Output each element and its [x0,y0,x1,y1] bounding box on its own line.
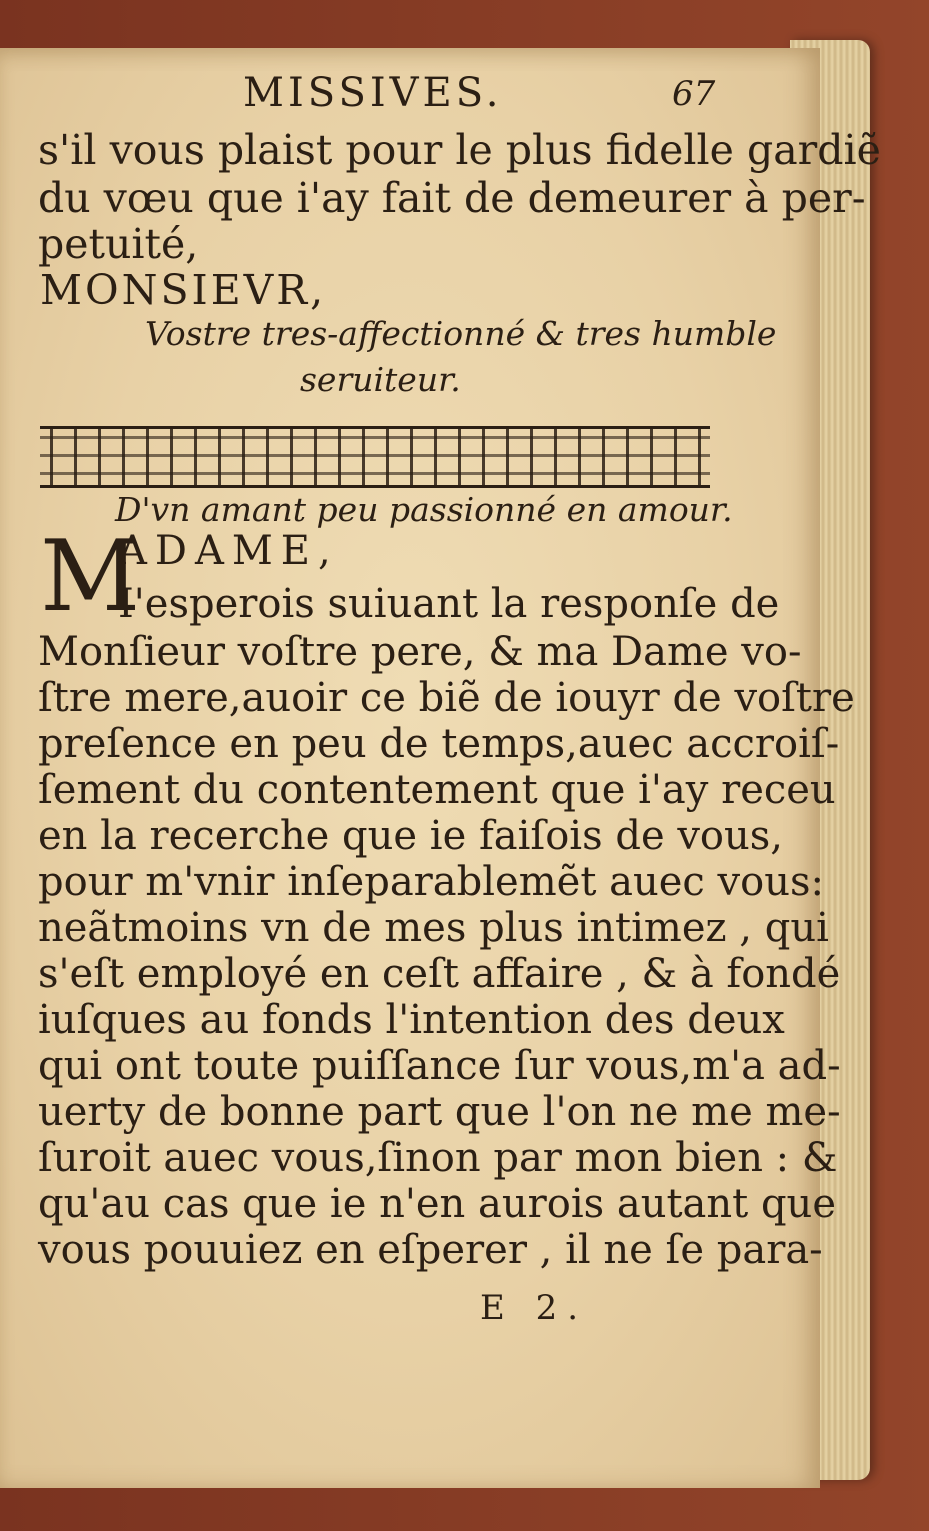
signature-mark: E 2. [480,1288,589,1328]
text-line: ſement du contentement que i'ay receu [38,767,836,813]
text-line: uerty de bonne part que l'on ne me me- [38,1089,841,1135]
drop-cap: M [40,520,141,634]
closing-line: seruiteur. [300,360,461,399]
text-line: qu'au cas que ie n'en aurois autant que [38,1181,836,1227]
text-line: s'eſt employé en ceſt affaire , & à fondé [38,951,841,997]
letter-title: D'vn amant peu passionné en amour. [115,490,733,529]
text-line: ſtre mere,auoir ce biẽ de iouyr de voſtre [38,675,855,721]
text-line: pour m'vnir inſeparablemẽt auec vous: [38,859,824,905]
text-line: petuité, [38,220,199,268]
text-line: preſence en peu de temps,auec accroiſ- [38,721,840,767]
text-line: s'il vous plaist pour le plus fidelle gardiẽ [38,126,881,174]
text-line: qui ont toute puiſſance ſur vous,m'a ad- [38,1043,841,1089]
running-head: MISSIVES. [243,70,503,116]
salutation-monsieur: MONSIEVR, [40,266,327,314]
book-page [0,48,881,1488]
closing-line: Vostre tres-affectionné & tres humble [145,314,777,353]
page-number: 67 [672,74,716,114]
text-line: vous pouuiez en eſperer , il ne ſe para- [38,1227,823,1273]
ornamental-band [40,426,710,488]
text-line: en la recerche que ie faiſois de vous, [38,813,784,859]
text-line: du vœu que i'ay fait de demeurer à per- [38,174,866,222]
page-header [0,70,760,120]
text-line: Monſieur voſtre pere, & ma Dame vo- [38,629,802,675]
text-line: iuſques au fonds l'intention des deux [38,997,785,1043]
text-line: I'esperois suiuant la responſe de [118,581,780,627]
text-line: ſuroit auec vous,ſinon par mon bien : & [38,1135,838,1181]
salutation-madame: ADAME, [118,528,339,574]
text-line: neãtmoins vn de mes plus intimez , qui [38,905,829,951]
